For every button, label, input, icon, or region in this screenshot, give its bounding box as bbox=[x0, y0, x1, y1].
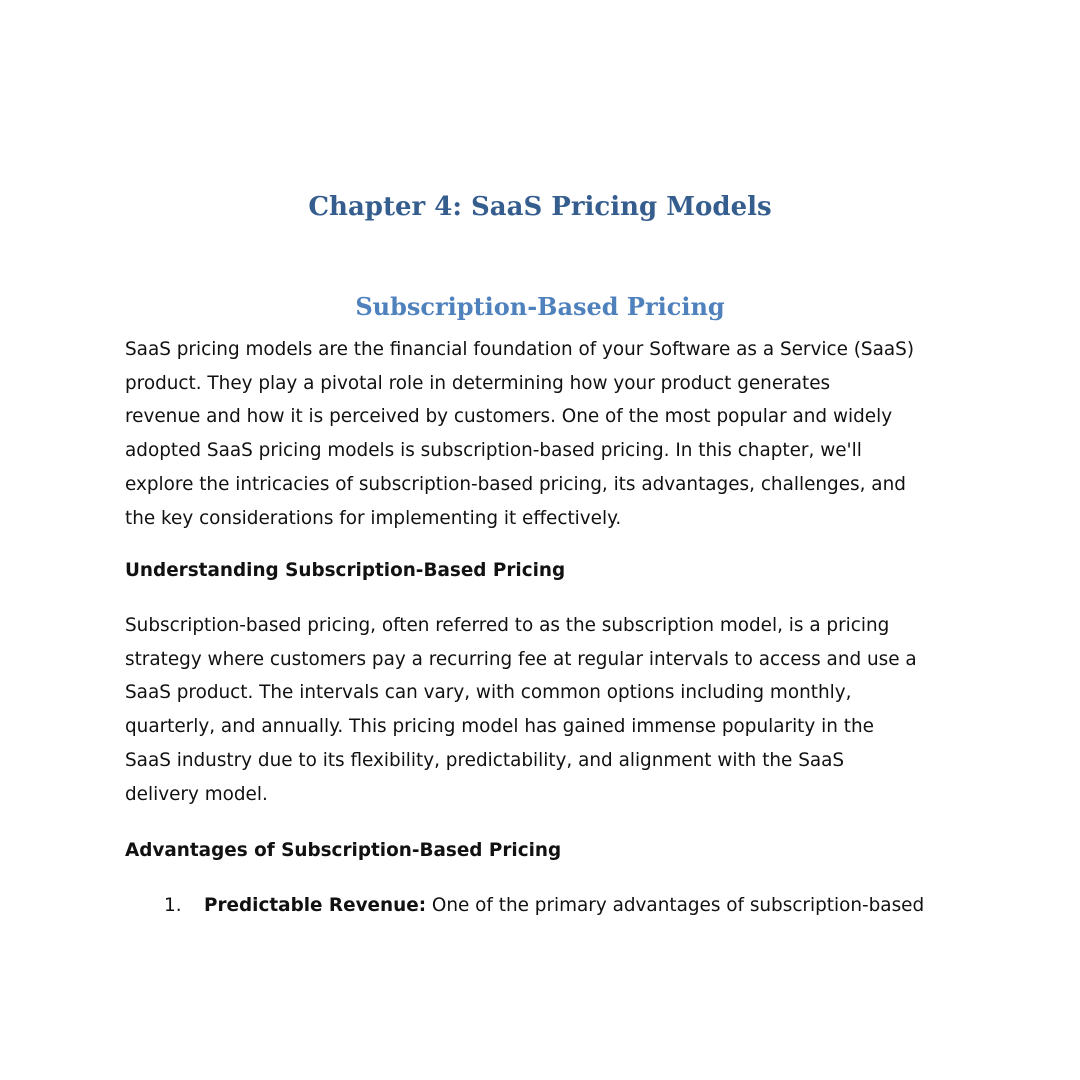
paragraph-line: Subscription-based pricing, often referred to as the subscription model, is a pricing bbox=[125, 615, 890, 636]
paragraph-line: revenue and how it is perceived by customers. One of the most popular and widely bbox=[125, 406, 893, 428]
paragraph-line: quarterly, and annually. This pricing model has gained immense popularity in the bbox=[125, 716, 874, 738]
paragraph-line: explore the intricacies of subscription-based pricing, its advantages, challenges, and bbox=[125, 473, 906, 495]
paragraph-line: adopted SaaS pricing models is subscription-based pricing. In this chapter, we'll bbox=[125, 440, 862, 462]
paragraph-line: SaaS product. The intervals can vary, with common options including monthly, bbox=[125, 682, 852, 704]
intro-paragraph bbox=[125, 333, 975, 535]
paragraph-line: the key considerations for implementing it effectively. bbox=[125, 507, 622, 529]
section-title: Subscription-Based Pricing bbox=[355, 292, 725, 321]
list-item bbox=[164, 889, 924, 923]
list-number: 1. bbox=[164, 895, 182, 916]
paragraph-line: product. They play a pivotal role in determining how your product generates bbox=[125, 372, 831, 394]
heading-advantages: Advantages of Subscription-Based Pricing bbox=[125, 840, 562, 861]
list-text: One of the primary advantages of subscription-based bbox=[426, 895, 925, 916]
paragraph-line: SaaS industry due to its flexibility, predictability, and alignment with the SaaS bbox=[125, 749, 845, 771]
heading-understanding: Understanding Subscription-Based Pricing bbox=[125, 560, 566, 581]
paragraph-line: delivery model. bbox=[125, 783, 268, 805]
paragraph-line: SaaS pricing models are the financial foundation of your Software as a Service (SaaS) bbox=[125, 339, 914, 360]
chapter-title: Chapter 4: SaaS Pricing Models bbox=[308, 192, 772, 222]
paragraph-line: strategy where customers pay a recurring fee at regular intervals to access and use a bbox=[125, 648, 917, 670]
list-term: Predictable Revenue: bbox=[204, 895, 427, 916]
understanding-paragraph bbox=[125, 609, 975, 811]
